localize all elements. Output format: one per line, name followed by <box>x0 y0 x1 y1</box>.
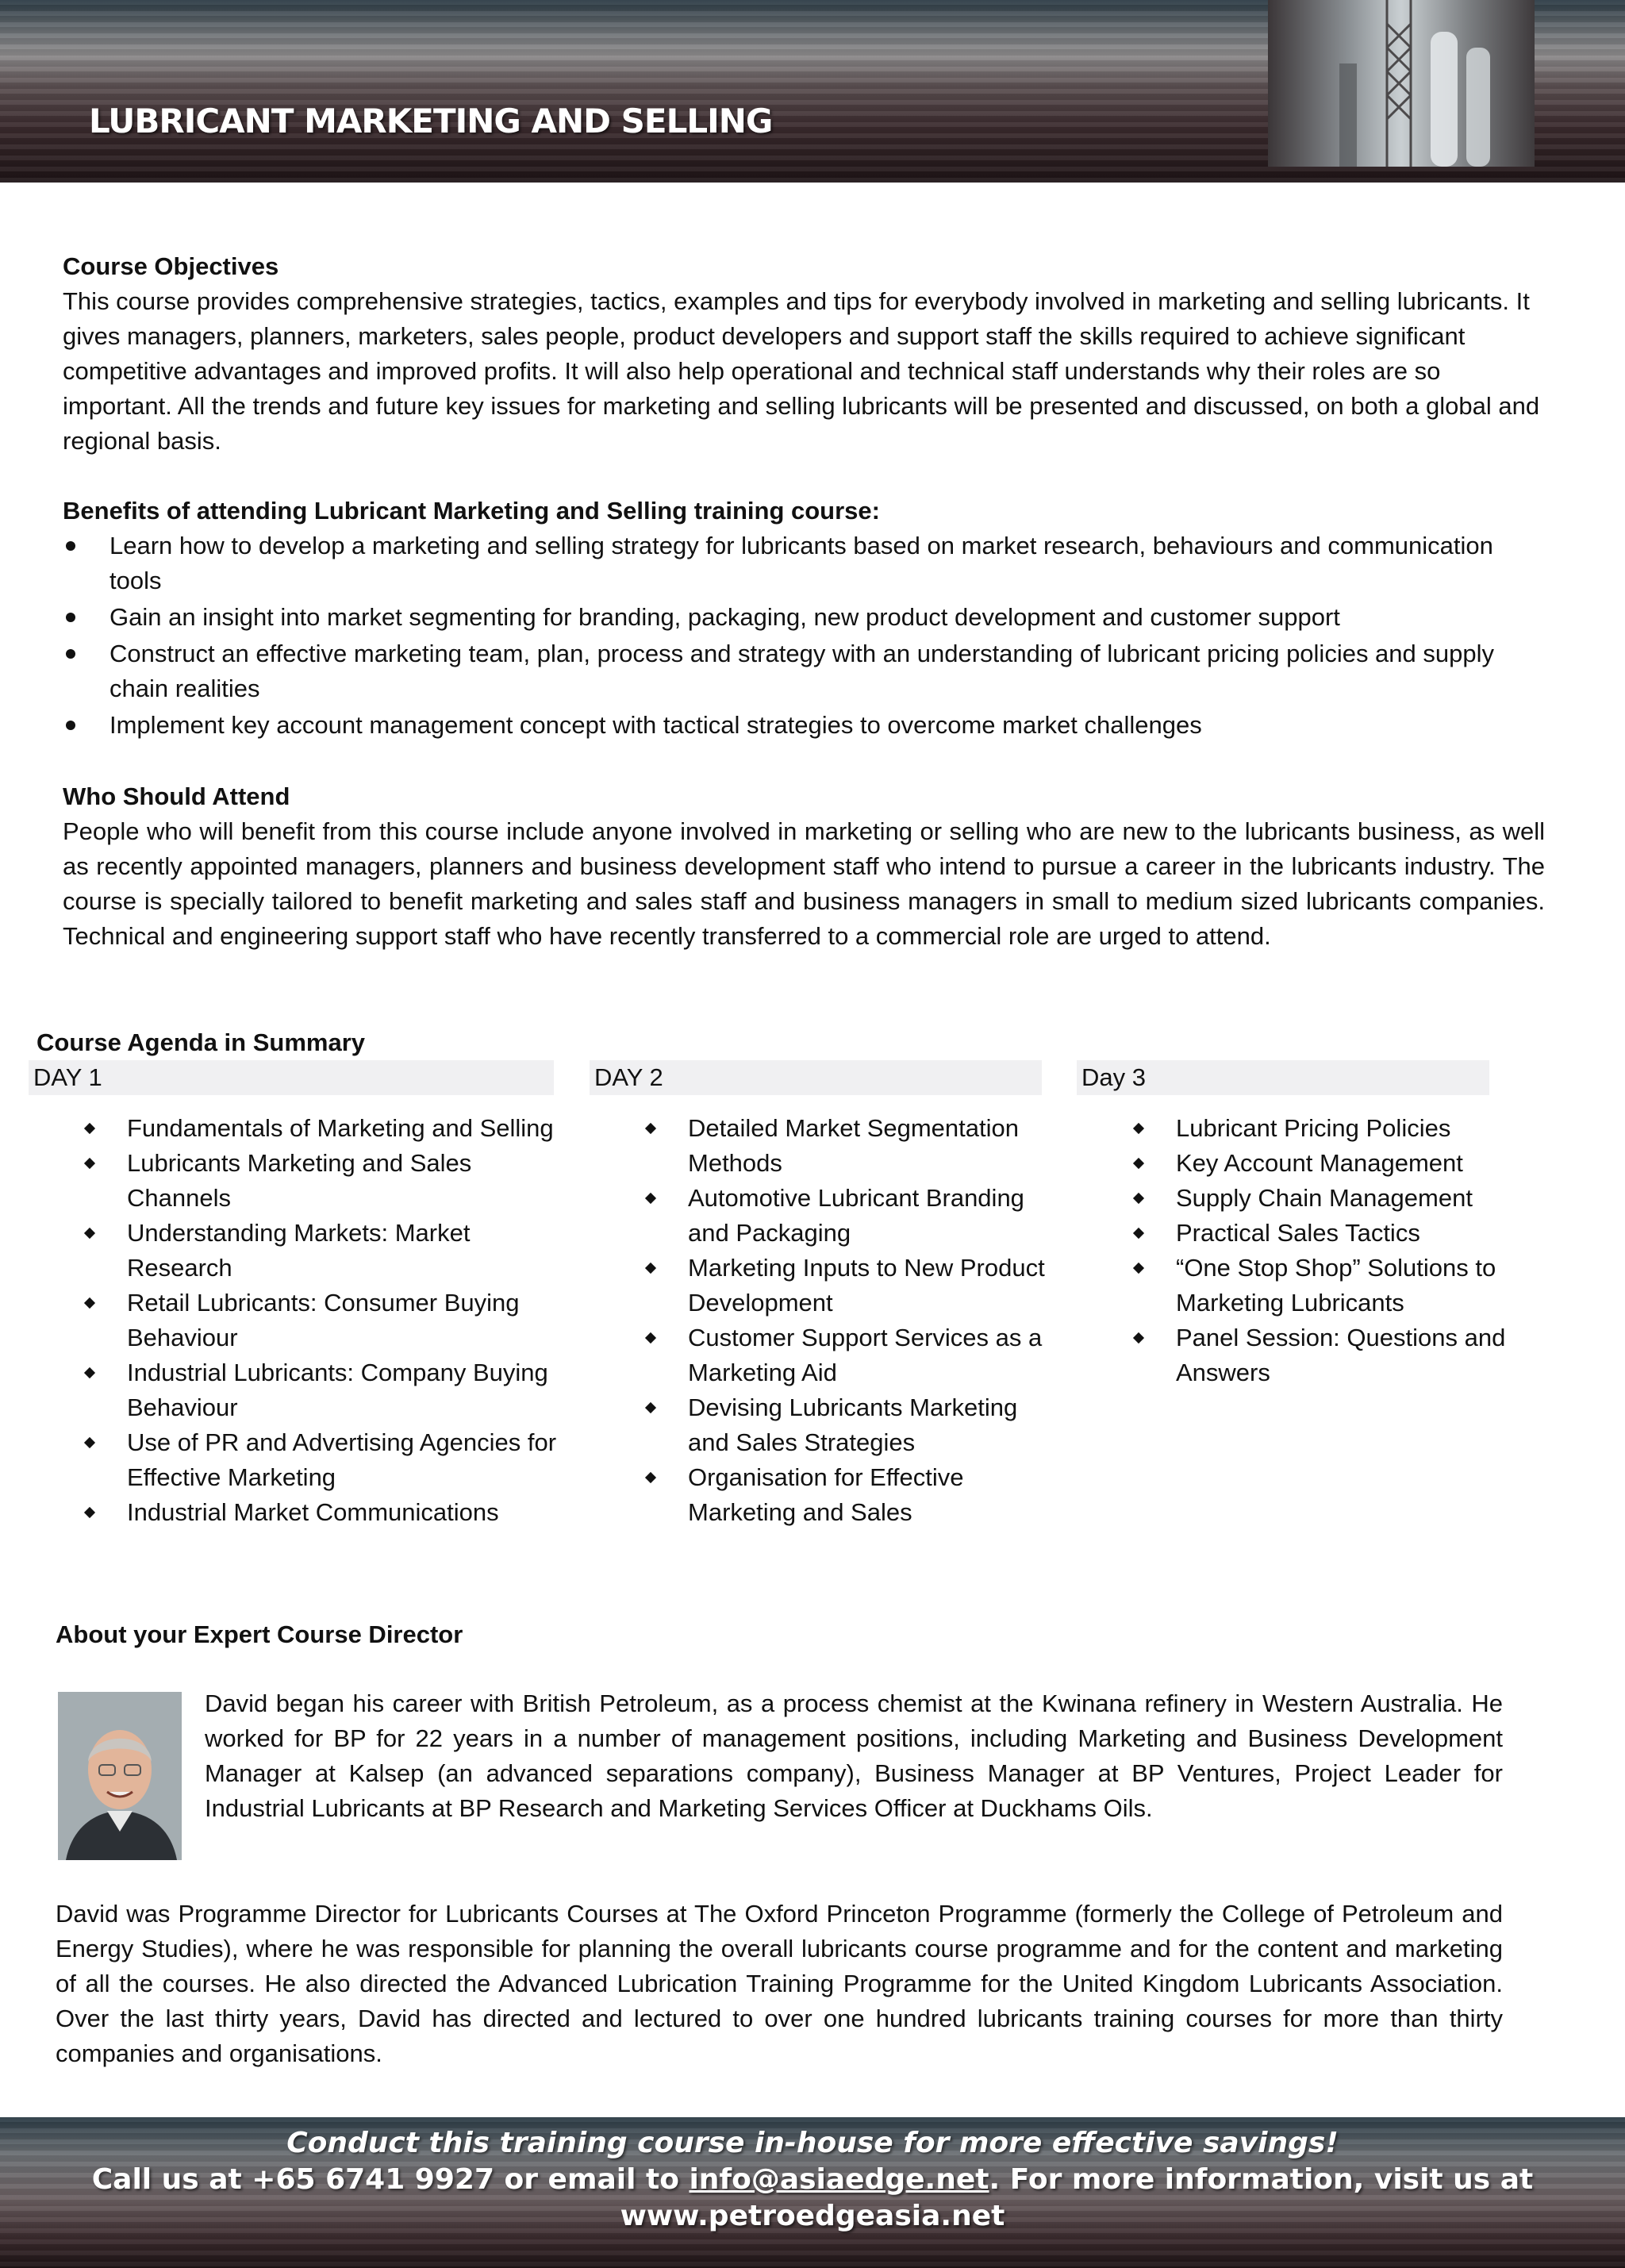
agenda-item: Supply Chain Management <box>1130 1181 1527 1216</box>
agenda-item: Practical Sales Tactics <box>1130 1216 1527 1251</box>
attend-heading: Who Should Attend <box>63 782 290 810</box>
agenda-item: Key Account Management <box>1130 1146 1527 1181</box>
agenda-item: Organisation for Effective Marketing and Sales <box>642 1460 1062 1530</box>
day-2-agenda <box>642 1111 1062 1530</box>
refinery-image <box>1268 0 1535 167</box>
day-3-agenda <box>1130 1111 1527 1390</box>
diamond-bullet-icon <box>84 1367 95 1378</box>
diamond-bullet-icon <box>1133 1332 1144 1344</box>
benefit-item: Construct an effective marketing team, plan, process and strategy with an understanding of lubricant pricing policies and supply chain realities <box>63 636 1539 706</box>
diamond-bullet-icon <box>1133 1158 1144 1169</box>
bullet-icon <box>66 613 75 622</box>
benefit-item: Implement key account management concept with tactical strategies to overcome market challenges <box>63 708 1539 743</box>
agenda-item: Industrial Market Communications <box>81 1495 557 1530</box>
director-bio-1: David began his career with British Petroleum, as a process chemist at the Kwinana refinery in Western Australia. He worked for BP for 22 years in a number of management positions, including Marketing and Business Development Manager at Kalsep (an advanced separations company), Business Manager at BP Ventures, Project Leader for Industrial Lubricants at BP Research and Marketing Services Officer at Duckhams Oils. <box>205 1689 1503 1822</box>
day-1-header: DAY 1 <box>29 1060 554 1095</box>
agenda-item: Use of PR and Advertising Agencies for Effective Marketing <box>81 1425 557 1495</box>
agenda-item: Customer Support Services as a Marketing Aid <box>642 1320 1062 1390</box>
agenda-item: Fundamentals of Marketing and Selling <box>81 1111 557 1146</box>
agenda-item: Automotive Lubricant Branding and Packaging <box>642 1181 1062 1251</box>
objectives-section <box>63 249 1545 459</box>
day-2-header: DAY 2 <box>590 1060 1042 1095</box>
bullet-icon <box>66 541 75 551</box>
benefits-list <box>63 529 1539 743</box>
agenda-item: Lubricants Marketing and Sales Channels <box>81 1146 557 1216</box>
diamond-bullet-icon <box>1133 1193 1144 1204</box>
day-2-list <box>642 1111 1062 1530</box>
day-1-list <box>81 1111 557 1530</box>
agenda-item: Panel Session: Questions and Answers <box>1130 1320 1527 1390</box>
agenda-heading: Course Agenda in Summary <box>36 1028 366 1056</box>
diamond-bullet-icon <box>645 1472 656 1483</box>
bullet-icon <box>66 649 75 659</box>
page-title: LUBRICANT MARKETING AND SELLING <box>89 102 773 140</box>
diamond-bullet-icon <box>84 1228 95 1239</box>
diamond-bullet-icon <box>84 1297 95 1309</box>
diamond-bullet-icon <box>84 1437 95 1448</box>
bullet-icon <box>66 721 75 730</box>
diamond-bullet-icon <box>645 1332 656 1344</box>
benefits-section <box>63 494 1545 743</box>
diamond-bullet-icon <box>645 1123 656 1134</box>
day-3-header: Day 3 <box>1077 1060 1489 1095</box>
diamond-bullet-icon <box>84 1123 95 1134</box>
agenda-item: Industrial Lubricants: Company Buying Behaviour <box>81 1355 557 1425</box>
agenda-item: Devising Lubricants Marketing and Sales Strategies <box>642 1390 1062 1460</box>
footer-contact: Call us at +65 6741 9927 or email to info@asiaedge.net. For more information, visit us at <box>91 2163 1534 2196</box>
diamond-bullet-icon <box>1133 1228 1144 1239</box>
agenda-item: Understanding Markets: Market Research <box>81 1216 557 1286</box>
diamond-bullet-icon <box>1133 1263 1144 1274</box>
diamond-bullet-icon <box>645 1402 656 1413</box>
diamond-bullet-icon <box>645 1263 656 1274</box>
benefit-item: Gain an insight into market segmenting for branding, packaging, new product development and customer support <box>63 600 1539 635</box>
benefit-item: Learn how to develop a marketing and selling strategy for lubricants based on market research, behaviours and communication tools <box>63 529 1539 598</box>
footer-tagline: Conduct this training course in-house for more effective savings! <box>286 2127 1339 2159</box>
footer-banner <box>0 2117 1625 2268</box>
director-bio-2: David was Programme Director for Lubricants Courses at The Oxford Princeton Programme (formerly the College of Petroleum and Energy Studies), where he was responsible for planning the overall lubricants course programme and for the content and marketing of all the courses. He also directed the Advanced Lubrication Training Programme for the United Kingdom Lubricants Association. Over the last thirty years, David has directed and lectured to over one hundred lubricants training courses for more than thirty companies and organisations. <box>56 1900 1503 2067</box>
benefits-heading: Benefits of attending Lubricant Marketing and Selling training course: <box>63 497 880 525</box>
day-3-list <box>1130 1111 1527 1390</box>
agenda-item: Marketing Inputs to New Product Development <box>642 1251 1062 1320</box>
attend-text: People who will benefit from this course include anyone involved in marketing or selling who are new to the lubricants business, as well as recently appointed managers, planners and business development staff who intend to pursue a career in the lubricants industry. The course is specially tailored to benefit marketing and sales staff and business managers in small to medium sized lubricants companies. Technical and engineering support staff who have recently transferred to a commercial role are urged to attend. <box>63 817 1545 950</box>
day-1-agenda <box>81 1111 557 1530</box>
director-photo <box>58 1692 182 1860</box>
agenda-item: Lubricant Pricing Policies <box>1130 1111 1527 1146</box>
email-link[interactable]: info@asiaedge.net <box>689 2163 989 2196</box>
attend-section <box>63 779 1545 954</box>
diamond-bullet-icon <box>1133 1123 1144 1134</box>
objectives-text: This course provides comprehensive strategies, tactics, examples and tips for everybody involved in marketing and selling lubricants. It gives managers, planners, marketers, sales people, product developers and support staff the skills required to achieve significant competitive advantages and improved profits. It will also help operational and technical staff understands why their roles are so important. All the trends and future key issues for marketing and selling lubricants will be presented and discussed, on both a global and regional basis. <box>63 287 1540 455</box>
agenda-item: Retail Lubricants: Consumer Buying Behaviour <box>81 1286 557 1355</box>
agenda-item: Detailed Market Segmentation Methods <box>642 1111 1062 1181</box>
diamond-bullet-icon <box>84 1158 95 1169</box>
website-link[interactable]: www.petroedgeasia.net <box>620 2200 1005 2232</box>
header-banner <box>0 0 1625 183</box>
diamond-bullet-icon <box>84 1507 95 1518</box>
director-heading: About your Expert Course Director <box>56 1620 463 1648</box>
agenda-item: “One Stop Shop” Solutions to Marketing Lubricants <box>1130 1251 1527 1320</box>
objectives-heading: Course Objectives <box>63 252 279 280</box>
diamond-bullet-icon <box>645 1193 656 1204</box>
